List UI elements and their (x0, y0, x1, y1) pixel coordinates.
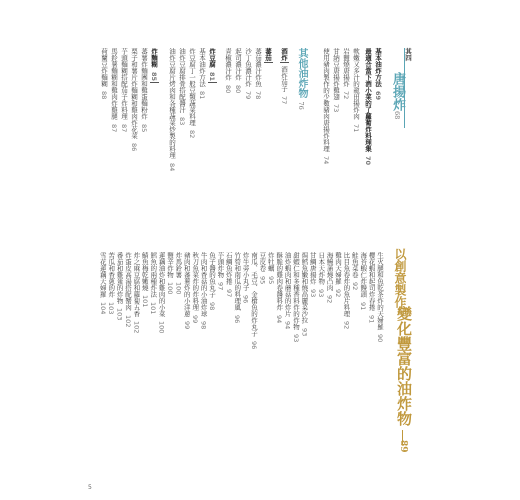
entry-page: 102 (132, 321, 141, 334)
entry-text: 油炸蝦肉和蘑菇的炸片 (283, 252, 292, 317)
entry-text: 使用豬肉製作的少數豬肉唐揚炸料理 (322, 48, 330, 152)
subhead-tofu-page: 81 (208, 71, 216, 81)
toc-entry[interactable] (352, 48, 361, 132)
entry-page: 80 (234, 84, 242, 93)
toc-entry[interactable] (183, 252, 192, 329)
sub-page: 70 (364, 156, 372, 166)
entry-page: 91 (359, 301, 368, 310)
entry-page: 85 (140, 123, 148, 132)
entry-text: 秋刀魚菜炸的炸料理 (191, 252, 200, 311)
entry-page: 100 (174, 282, 183, 295)
toc-entry[interactable] (342, 252, 351, 329)
entry-page: 101 (140, 295, 149, 308)
entry-page: 100 (166, 282, 174, 295)
section-other-page: 76 (297, 101, 305, 110)
entry-page: 72 (342, 91, 350, 100)
entry-text: 馬鈴薯麵糊和雞肉炸雞腿 (110, 48, 118, 120)
entry-text: 軟嫩又多汁的龍田揚炸肉 (352, 48, 360, 120)
entry-text: 櫻花蝦和起司炸春捲 (367, 252, 376, 311)
entry-page: 98 (208, 301, 216, 310)
entry-text: 鹽辛炸物 (166, 252, 174, 278)
method-page: 69 (374, 91, 382, 101)
entry-page: 78 (254, 91, 262, 100)
entry-page: 99 (182, 321, 191, 330)
entry-page: 81 (198, 91, 206, 100)
toc-entry[interactable] (100, 48, 109, 99)
toc-entry[interactable] (250, 252, 259, 349)
entry-text: 石鯛魚炸捲 (224, 252, 233, 285)
entry-text: 豆皮卷 (258, 252, 267, 272)
entry-page: 97 (216, 282, 225, 291)
toc-entry[interactable] (342, 48, 351, 99)
toc-entry[interactable] (120, 48, 129, 132)
entry-text: 竹筍和南瓜的料理風 (233, 252, 242, 311)
entry-text: 油炸豆腐片烤肉和各種蔬菜炒製的料理 (168, 48, 176, 159)
toc-entry[interactable] (168, 48, 177, 171)
entry-text: 芋頭麵糊搭配茄子炸料理 (120, 48, 128, 120)
entry-text: 焗鱈魚嫩和燒高麗菜沙拉 (300, 252, 309, 324)
entry-page: 95 (258, 275, 267, 284)
subhead-tofu (208, 48, 217, 83)
entry-page: 83 (178, 117, 186, 126)
toc-entry[interactable] (191, 252, 200, 323)
toc-entry[interactable] (359, 252, 368, 310)
method-title-text: 基本油炸方法 (374, 48, 382, 87)
entry-text: 比目魚卷炸的魚片料理 (342, 252, 351, 317)
subhead-fritter (150, 48, 159, 83)
entry-page: 93 (292, 334, 300, 343)
entry-text: 甜蝦仁和多種香料炸的炸物 (292, 252, 300, 330)
toc-entry[interactable] (351, 252, 360, 290)
toc-entry[interactable] (200, 252, 209, 329)
entry-text: 基本油炸方法 (198, 48, 206, 87)
entry-text: 苦瓜和香蔥的炸 (107, 252, 116, 298)
entry-text: 炸之麻豆腐和蘿蔔五香 (132, 252, 141, 317)
toc-entry[interactable] (234, 48, 243, 93)
section-title-creative-a (392, 248, 409, 308)
toc-entry[interactable] (322, 48, 331, 164)
toc-entry[interactable] (334, 252, 343, 297)
entry-page: 87 (110, 123, 118, 132)
entry-text: 雞肉天婦羅 (334, 252, 342, 285)
section-tang-title-text: 唐揚炸 (390, 72, 405, 111)
subhead-tofu-text: 炸豆腐 (208, 48, 216, 68)
toc-entry[interactable] (140, 48, 149, 132)
toc-entry[interactable] (99, 252, 108, 314)
entry-page: 103 (107, 301, 116, 314)
method-title (374, 48, 383, 100)
entry-text: 油炸豆腐排骨搭配醬汁 (178, 48, 186, 113)
sub-title-text: 最適合當下酒小菜的了蘿蔔炸料理集 (364, 48, 372, 152)
entry-text: 鮭魚菜卷 (350, 252, 359, 278)
entry-page: 92 (334, 288, 342, 297)
entry-page: 102 (124, 314, 132, 327)
entry-text: 炸牛蒡小丸子 (241, 252, 250, 291)
entry-page: 104 (98, 301, 107, 314)
entry-page: 94 (275, 314, 284, 323)
toc-entry[interactable] (292, 252, 301, 342)
entry-page: 79 (244, 91, 252, 100)
section-tang-page: 68 (393, 111, 401, 120)
entry-text: 蕃薯炸麵團和雞蛋麵粉炸 (140, 48, 148, 120)
entry-text: 豬肉和蕃薯炸的小洋蔥 (182, 252, 191, 317)
part-number (404, 48, 413, 61)
entry-page: 86 (130, 143, 138, 152)
subhead-fritter-page: 85 (150, 71, 158, 81)
section-title-other (294, 48, 309, 110)
toc-entry[interactable] (216, 252, 225, 290)
subhead-fritter-text: 炸麵糊 (150, 48, 158, 68)
entry-page: 97 (224, 288, 233, 297)
creative-title-a-text: 以創意製作 (393, 248, 407, 308)
creative-title-b-text: 變化豐富的油炸物 (395, 306, 413, 426)
toc-entry[interactable] (280, 66, 289, 104)
page-number (88, 484, 92, 491)
entry-text: 生火腿和魚乾茶炸的天婦羅 (376, 252, 384, 330)
entry-page: 73 (332, 104, 340, 113)
entry-text: 酒炸茄子 (280, 66, 288, 92)
toc-entry[interactable] (208, 252, 217, 310)
toc-entry[interactable] (149, 252, 158, 314)
entry-page: 93 (300, 327, 309, 336)
entry-page: 82 (188, 130, 196, 139)
entry-page: 101 (149, 301, 158, 314)
toc-entry[interactable] (166, 252, 175, 295)
section-rule (404, 48, 405, 128)
entry-text: 蓮藕油炸和雞肉的小菜 (157, 252, 166, 317)
entry-page: 88 (100, 91, 108, 100)
toc-entry[interactable] (317, 252, 326, 297)
sub-title (364, 48, 373, 165)
part-number-text: 其四 (404, 48, 412, 61)
entry-page: 96 (250, 340, 258, 349)
toc-entry[interactable] (300, 252, 309, 336)
entry-text: 炸蛋皮高湯搭配蟹肉 (124, 252, 132, 311)
toc-entry[interactable] (132, 252, 141, 334)
entry-page: 103 (115, 308, 124, 321)
toc-entry[interactable] (275, 252, 284, 323)
entry-page: 99 (191, 314, 200, 323)
toc-entry[interactable] (188, 48, 197, 138)
entry-text: 甘鯛唐揚炸 (308, 252, 317, 285)
toc-entry[interactable] (130, 48, 139, 151)
entry-page: 91 (367, 314, 376, 323)
entry-page: 96 (233, 314, 242, 323)
entry-page: 90 (376, 334, 384, 343)
toc-entry[interactable] (224, 48, 233, 93)
entry-page: 84 (168, 162, 176, 171)
toc-entry[interactable] (110, 48, 119, 132)
entry-page: 94 (283, 321, 292, 330)
entry-text: 荷蘭豆炸麵糊 (100, 48, 108, 87)
subhead-seaweed-text: 蕃茄 (264, 48, 272, 61)
creative-page-text: 89 (398, 440, 408, 453)
entry-text: 沙丁魚濃汁炸 (244, 48, 252, 87)
entry-text: 起司濃汁炸 (234, 48, 242, 81)
toc-entry[interactable] (376, 252, 385, 342)
entry-text: 牛肉和香菇的小油炸球 (199, 252, 208, 317)
entry-text: 栗子和薯片炸麵糊和雞肉炸花菜 (130, 48, 138, 139)
entry-page: 96 (241, 295, 250, 304)
entry-page: 87 (120, 123, 128, 132)
entry-text: 青椒濃汁炸 (224, 48, 232, 81)
entry-page: 93 (308, 288, 317, 297)
entry-page: 100 (157, 321, 166, 334)
entry-text: 酥脆的雞肉卷醬料炸 (275, 252, 284, 311)
toc-entry[interactable] (254, 48, 263, 99)
entry-text: 魚子醬的魚丸子 (208, 252, 216, 298)
entry-text: 日本天炸物 (317, 252, 326, 285)
toc-entry[interactable] (326, 252, 335, 303)
section-title-creative-b (394, 306, 415, 426)
toc-entry[interactable] (124, 252, 133, 327)
entry-text: 番茄和雞蛋的炸物 (115, 252, 124, 304)
entry-text: 岩鹽燒唐揚炸 (342, 48, 350, 87)
toc-entry[interactable] (198, 48, 207, 99)
toc-entry[interactable] (368, 252, 377, 323)
entry-page: 74 (322, 156, 330, 165)
toc-entry[interactable] (174, 252, 183, 295)
subhead-fry-text: 酒炸 (280, 48, 288, 61)
entry-text: 海鰻蒲燒凸肉 (325, 252, 334, 291)
toc-entry[interactable] (233, 252, 242, 323)
entry-text: 炸牡蠣 (266, 252, 275, 272)
entry-text: 鱈魚的兩種炸法 (149, 252, 158, 298)
entry-text: 南瓜、毛豆、金槍魚的炸丸子 (250, 252, 258, 337)
toc-entry[interactable] (141, 252, 150, 308)
section-creative-page (398, 440, 408, 453)
entry-text: 雪花蓮藕天婦羅 (98, 252, 107, 298)
entry-page: 71 (352, 123, 360, 132)
toc-entry[interactable] (332, 48, 341, 112)
entry-page: 77 (280, 96, 288, 105)
toc-entry[interactable] (178, 48, 187, 125)
entry-page: 93 (317, 288, 326, 297)
entry-text: 海苔蝦仁炸饅頭 (359, 252, 368, 298)
entry-page: 80 (224, 84, 232, 93)
creative-rule (402, 430, 403, 444)
entry-page: 98 (199, 321, 208, 330)
toc-entry[interactable] (267, 252, 276, 284)
toc-entry[interactable] (258, 252, 267, 284)
toc-entry[interactable] (244, 48, 253, 99)
toc-entry[interactable] (284, 252, 293, 329)
subhead-fry (280, 48, 289, 63)
entry-page: 92 (350, 282, 359, 291)
section-other-title-text: 其他油炸物 (296, 48, 307, 98)
toc-entry[interactable] (242, 252, 251, 303)
entry-text: 炸馬鈴薯 (174, 252, 183, 278)
entry-page: 95 (266, 275, 275, 284)
page-number-text: 5 (88, 484, 92, 491)
toc-entry[interactable] (225, 252, 234, 297)
entry-text: 蕃茄濃汁炸魚 (254, 48, 262, 87)
entry-text: 炸豆腐丁一般豆類蔬菜料理 (188, 48, 196, 126)
toc-entry[interactable] (107, 252, 116, 314)
entry-text: 鯖魚梅乾嫩燒 (140, 252, 149, 291)
entry-page: 92 (325, 295, 334, 304)
entry-page: 92 (342, 321, 351, 330)
toc-entry[interactable] (309, 252, 318, 297)
entry-text: 芋頭炸物 (216, 252, 225, 278)
toc-entry[interactable] (158, 252, 167, 334)
entry-text: 甘納豆唐揚炸雞翅 (332, 48, 340, 100)
toc-entry[interactable] (116, 252, 125, 321)
subhead-seaweed (264, 48, 273, 63)
